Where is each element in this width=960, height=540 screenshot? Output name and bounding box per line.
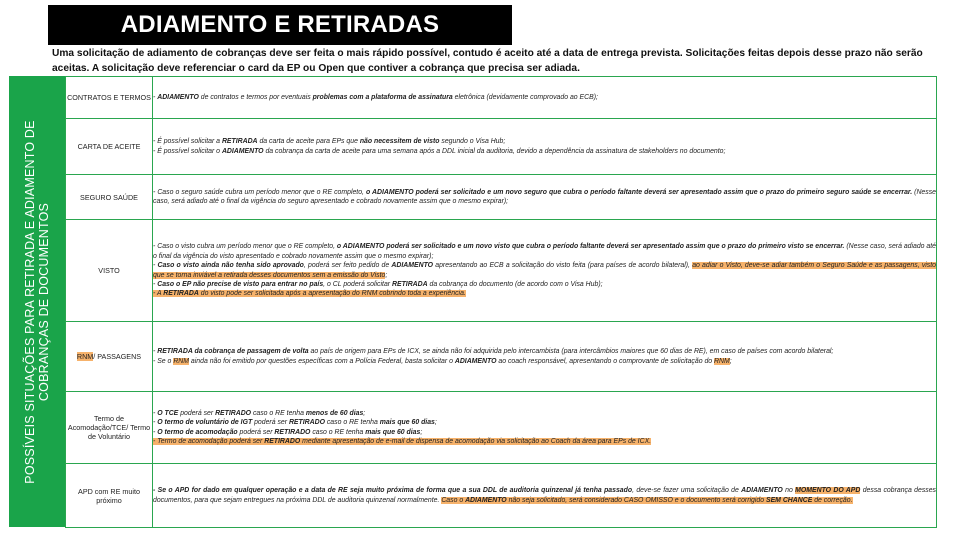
table-row	[66, 77, 937, 119]
text-segment: , poderá ser feito pedido de	[303, 262, 392, 270]
rnm-highlight: RNM	[76, 352, 94, 361]
row-content-seguro	[153, 175, 937, 220]
highlighted-text: Caso o	[441, 496, 466, 504]
text-segment: , deve-se fazer uma solicitação de	[632, 487, 742, 495]
side-label-panel	[9, 76, 65, 527]
text-segment: -	[153, 419, 158, 427]
row-label-carta: CARTA DE ACEITE	[66, 119, 153, 175]
content-line	[153, 347, 936, 356]
text-segment: mais que 60 dias	[365, 428, 421, 436]
side-label: POSSÍVEIS SITUAÇÕES PARA RETIRADA E ADIAMENTO DE COBRANÇAS DE DOCUMENTOS	[23, 119, 51, 484]
content-line	[153, 418, 936, 427]
row-label-seguro: SEGURO SAÚDE	[66, 175, 153, 220]
text-segment: no	[782, 487, 796, 495]
content-line	[153, 409, 936, 418]
highlighted-text: do visto pode ser solicitada após a apresentação do RNM cobrindo toda a experiência.	[198, 290, 466, 298]
highlighted-text: RETIRADA	[163, 290, 199, 298]
text-segment: -	[153, 93, 158, 101]
text-segment: menos de 60 dias	[305, 409, 364, 417]
text-segment: (Nesse caso, será adiado até o final da vigência do seguro apresentado e cobrado novamente assim que o mesmo expirar);	[153, 188, 936, 205]
highlighted-text: RNM	[714, 357, 730, 365]
rnm-label-rest: / PASSAGENS	[93, 352, 142, 361]
text-segment: O termo de voluntário de IGT	[157, 419, 253, 427]
text-segment: Caso o EP não precise de visto para entrar no país	[157, 280, 324, 288]
text-segment: problemas com a plataforma de assinatura	[312, 93, 453, 101]
row-content-carta	[153, 119, 937, 175]
content-line	[153, 188, 936, 207]
content-line	[153, 261, 936, 280]
text-segment: - Se o APD for dado em qualquer operação e a data de RE seja muito próxima de forma que a sua DDL de auditoria quinzenal já tenha passado	[153, 487, 633, 495]
row-label-rnm	[66, 322, 153, 392]
table-row	[66, 392, 937, 464]
text-segment: ao coach responsável, apresentando o comprovante de solicitação do	[496, 357, 715, 365]
text-segment: ;	[729, 357, 732, 365]
text-segment: ;	[420, 428, 423, 436]
highlighted-text: MOMENTO DO APD	[795, 487, 861, 495]
highlighted-text: ADIAMENTO	[465, 496, 507, 504]
text-segment: o ADIAMENTO poderá ser solicitado e um novo visto que cubra o período faltante deverá ser apresentado assim que o prazo do primeiro visto se encerrar.	[336, 243, 845, 251]
text-segment: ADIAMENTO	[221, 147, 264, 155]
highlighted-text: - A	[153, 290, 164, 298]
text-segment: -	[153, 280, 158, 288]
text-segment: não necessitem de visto	[359, 138, 440, 146]
content-line	[153, 137, 936, 146]
text-segment: poderá ser	[252, 419, 289, 427]
text-segment: -	[153, 348, 158, 356]
text-segment: RETIRADA	[221, 138, 258, 146]
text-segment: da carta de aceite para EPs que	[257, 138, 360, 146]
content-line	[153, 280, 936, 289]
text-segment: - É possível solicitar o	[153, 147, 222, 155]
text-segment: caso o RE tenha	[324, 419, 380, 427]
text-segment: de contratos e termos por eventuais	[198, 93, 313, 101]
text-segment: eletrônica (devidamente comprovado ao ECB);	[452, 93, 598, 101]
text-segment: da cobrança da carta de aceite para uma semana após a DDL inicial da auditoria, devido a dependência da assinatura de stakeholders no documento;	[263, 147, 726, 155]
text-segment: -	[153, 428, 158, 436]
text-segment: ao país de origem para EPs de ICX, se ainda não foi adquirida pelo intercambista (para intercâmbios maiores que 60 dias de RE), em caso de países com acordo bilateral;	[308, 348, 834, 356]
table-row	[66, 464, 937, 528]
row-content-rnm	[153, 322, 937, 392]
intro-text: Uma solicitação de adiamento de cobranças deve ser feita o mais rápido possível, contudo é aceito até a data de entrega prevista. Solicitações feitas depois desse prazo não serão aceitas. A solicitação deve referenciar o card da EP ou Open que contiver a cobrança que precisa ser adiada.	[52, 48, 923, 74]
table-row	[66, 119, 937, 175]
text-segment: ADIAMENTO	[741, 487, 783, 495]
highlighted-text: RNM	[173, 357, 190, 365]
row-label-contratos: CONTRATOS E TERMOS	[66, 77, 153, 119]
highlighted-text: mediante apresentação de e-mail de dispensa de acomodação via solicitação ao Coach da área para EPs de ICX.	[300, 437, 652, 445]
text-segment: segundo o Visa Hub;	[439, 138, 506, 146]
text-segment: mais que 60 dias	[379, 419, 435, 427]
situations-table	[65, 76, 937, 528]
text-segment: -	[153, 409, 158, 417]
text-segment: caso o RE tenha	[310, 428, 366, 436]
content-line	[153, 289, 936, 298]
text-segment: RETIRADO	[215, 409, 252, 417]
text-segment: ADIAMENTO	[454, 357, 497, 365]
table-row	[66, 175, 937, 220]
text-segment: RETIRADA	[392, 280, 428, 288]
content-line	[153, 93, 936, 102]
text-segment: - É possível solicitar a	[153, 138, 222, 146]
text-segment: poderá ser	[178, 409, 216, 417]
text-segment: , o CL poderá solicitar	[323, 280, 392, 288]
highlighted-text: não seja solicitado, será considerado CASO OMISSO e o documento será corrigido	[506, 496, 766, 504]
row-content-termo	[153, 392, 937, 464]
page-title: ADIAMENTO E RETIRADAS	[48, 5, 512, 45]
row-label-visto: VISTO	[66, 220, 153, 322]
text-segment: RETIRADA da cobrança de passagem de volta	[157, 348, 309, 356]
content-line	[153, 428, 936, 437]
highlighted-text: de correção.	[812, 496, 853, 504]
text-segment: ;	[434, 419, 437, 427]
row-content-apd	[153, 464, 937, 528]
content-line	[153, 242, 936, 261]
row-label-apd: APD com RE muito próximo	[66, 464, 153, 528]
text-segment: -	[153, 262, 158, 270]
highlighted-text: ao adiar o Visto, deve-se adiar também o Seguro Saúde e as passagens, visto que se torna inviável a retirada desses documentos sem a emissão do Visto	[153, 262, 936, 279]
content-line	[153, 486, 936, 505]
text-segment: Caso o visto ainda não tenha sido aprovado	[157, 262, 304, 270]
text-segment: - Caso o seguro saúde cubra um período menor que o RE completo,	[153, 188, 366, 196]
text-segment: RETIRADO	[288, 419, 325, 427]
content-line	[153, 147, 936, 156]
row-content-contratos	[153, 77, 937, 119]
text-segment: - Caso o visto cubra um período menor que o RE completo,	[153, 243, 337, 251]
table-row	[66, 322, 937, 392]
highlighted-text: SEM CHANCE	[765, 496, 813, 504]
text-segment: o ADIAMENTO poderá ser solicitado e um novo seguro que cubra o período faltante deverá ser apresentado assim que o prazo do primeiro seguro saúde se encerrar.	[366, 188, 913, 196]
text-segment: ADIAMENTO	[157, 93, 199, 101]
text-segment: poderá ser	[237, 428, 275, 436]
row-label-termo: Termo de Acomodação/TCE/ Termo de Voluntário	[66, 392, 153, 464]
content-line	[153, 357, 936, 366]
text-segment: ainda não foi emitido por questões específicas com a Polícia Federal, basta solicitar o	[189, 357, 455, 365]
table-row	[66, 220, 937, 322]
row-content-visto	[153, 220, 937, 322]
text-segment: dessa cobrança desses documentos, para que sejam entregues na próxima DDL de auditoria quinzenal normalmente.	[153, 487, 936, 504]
text-segment: - Se o	[153, 357, 174, 365]
text-segment: apresentando ao ECB a solicitação do visto feita (para países de acordo bilateral),	[433, 262, 693, 270]
text-segment: da cobrança do documento (de acordo com o Visa Hub);	[427, 280, 603, 288]
text-segment: RETIRADO	[274, 428, 311, 436]
text-segment: ;	[385, 271, 388, 279]
text-segment: caso o RE tenha	[251, 409, 306, 417]
highlighted-text: - Termo de acomodação poderá ser	[153, 437, 265, 445]
text-segment: ;	[363, 409, 366, 417]
text-segment: O TCE	[157, 409, 179, 417]
text-segment: (Nesse caso, será adiado até o final da vigência do visto apresentado e cobrado novamente assim que o mesmo expirar);	[153, 243, 937, 260]
text-segment: O termo de acomodação	[157, 428, 238, 436]
content-line	[153, 437, 936, 446]
highlighted-text: RETIRADO	[264, 437, 301, 445]
text-segment: ADIAMENTO	[391, 262, 434, 270]
